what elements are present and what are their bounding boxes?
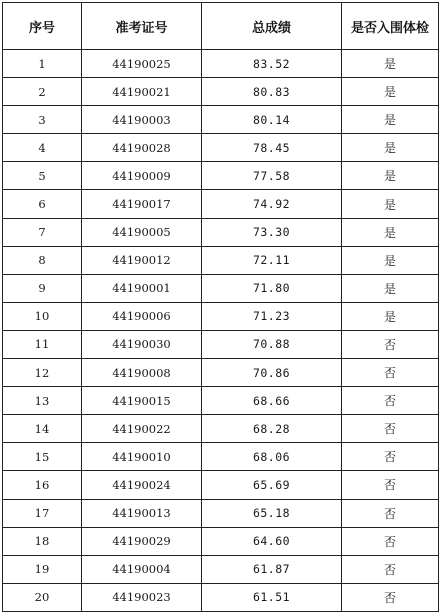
cell-exam-status: 是 xyxy=(342,106,439,134)
cell-ticket-number: 44190003 xyxy=(82,106,202,134)
cell-rank: 1 xyxy=(3,50,82,78)
cell-total-score: 68.28 xyxy=(202,415,342,443)
cell-exam-status: 是 xyxy=(342,302,439,330)
cell-exam-status: 否 xyxy=(342,471,439,499)
cell-rank: 17 xyxy=(3,499,82,527)
cell-rank: 6 xyxy=(3,190,82,218)
cell-total-score: 68.06 xyxy=(202,443,342,471)
cell-ticket-number: 44190013 xyxy=(82,499,202,527)
table-row xyxy=(3,106,439,134)
cell-ticket-number: 44190010 xyxy=(82,443,202,471)
table-row xyxy=(3,555,439,583)
cell-exam-status: 否 xyxy=(342,527,439,555)
table-row xyxy=(3,443,439,471)
cell-rank: 5 xyxy=(3,162,82,190)
cell-exam-status: 是 xyxy=(342,190,439,218)
cell-total-score: 77.58 xyxy=(202,162,342,190)
cell-total-score: 78.45 xyxy=(202,134,342,162)
cell-rank: 12 xyxy=(3,359,82,387)
table-row xyxy=(3,50,439,78)
table-row xyxy=(3,471,439,499)
cell-total-score: 71.23 xyxy=(202,302,342,330)
header-rank: 序号 xyxy=(3,3,82,50)
cell-total-score: 74.92 xyxy=(202,190,342,218)
results-table xyxy=(2,2,439,612)
cell-ticket-number: 44190023 xyxy=(82,583,202,611)
cell-exam-status: 是 xyxy=(342,50,439,78)
cell-rank: 9 xyxy=(3,274,82,302)
cell-exam-status: 否 xyxy=(342,387,439,415)
cell-exam-status: 否 xyxy=(342,330,439,358)
header-exam-status: 是否入围体检 xyxy=(342,3,439,50)
cell-rank: 19 xyxy=(3,555,82,583)
cell-exam-status: 否 xyxy=(342,443,439,471)
cell-total-score: 71.80 xyxy=(202,274,342,302)
cell-ticket-number: 44190001 xyxy=(82,274,202,302)
table-row xyxy=(3,190,439,218)
cell-ticket-number: 44190025 xyxy=(82,50,202,78)
table-row xyxy=(3,359,439,387)
cell-ticket-number: 44190009 xyxy=(82,162,202,190)
cell-ticket-number: 44190004 xyxy=(82,555,202,583)
cell-rank: 4 xyxy=(3,134,82,162)
cell-exam-status: 否 xyxy=(342,583,439,611)
cell-rank: 7 xyxy=(3,218,82,246)
cell-total-score: 61.51 xyxy=(202,583,342,611)
header-ticket-number: 准考证号 xyxy=(82,3,202,50)
cell-rank: 8 xyxy=(3,246,82,274)
table-row xyxy=(3,583,439,611)
table-row xyxy=(3,274,439,302)
cell-rank: 16 xyxy=(3,471,82,499)
cell-rank: 13 xyxy=(3,387,82,415)
cell-ticket-number: 44190028 xyxy=(82,134,202,162)
cell-total-score: 65.18 xyxy=(202,499,342,527)
cell-ticket-number: 44190024 xyxy=(82,471,202,499)
table-row xyxy=(3,218,439,246)
cell-rank: 2 xyxy=(3,78,82,106)
table-row xyxy=(3,78,439,106)
cell-rank: 3 xyxy=(3,106,82,134)
table-row xyxy=(3,499,439,527)
header-total-score: 总成绩 xyxy=(202,3,342,50)
cell-exam-status: 是 xyxy=(342,246,439,274)
table-row xyxy=(3,134,439,162)
cell-exam-status: 否 xyxy=(342,555,439,583)
cell-exam-status: 是 xyxy=(342,218,439,246)
cell-exam-status: 是 xyxy=(342,134,439,162)
cell-rank: 11 xyxy=(3,330,82,358)
table-row xyxy=(3,162,439,190)
cell-ticket-number: 44190022 xyxy=(82,415,202,443)
cell-ticket-number: 44190017 xyxy=(82,190,202,218)
cell-total-score: 80.83 xyxy=(202,78,342,106)
cell-rank: 14 xyxy=(3,415,82,443)
cell-ticket-number: 44190006 xyxy=(82,302,202,330)
header-row xyxy=(3,3,439,50)
cell-total-score: 61.87 xyxy=(202,555,342,583)
cell-exam-status: 否 xyxy=(342,499,439,527)
cell-total-score: 68.66 xyxy=(202,387,342,415)
table-row xyxy=(3,246,439,274)
cell-rank: 10 xyxy=(3,302,82,330)
cell-exam-status: 是 xyxy=(342,162,439,190)
cell-exam-status: 是 xyxy=(342,274,439,302)
table-row xyxy=(3,527,439,555)
cell-total-score: 72.11 xyxy=(202,246,342,274)
cell-total-score: 70.86 xyxy=(202,359,342,387)
cell-ticket-number: 44190030 xyxy=(82,330,202,358)
cell-rank: 15 xyxy=(3,443,82,471)
cell-exam-status: 否 xyxy=(342,359,439,387)
cell-total-score: 65.69 xyxy=(202,471,342,499)
cell-rank: 20 xyxy=(3,583,82,611)
cell-total-score: 83.52 xyxy=(202,50,342,78)
cell-rank: 18 xyxy=(3,527,82,555)
table-row xyxy=(3,302,439,330)
table-row xyxy=(3,387,439,415)
cell-total-score: 73.30 xyxy=(202,218,342,246)
table-row xyxy=(3,415,439,443)
cell-ticket-number: 44190029 xyxy=(82,527,202,555)
cell-total-score: 64.60 xyxy=(202,527,342,555)
cell-exam-status: 是 xyxy=(342,78,439,106)
cell-ticket-number: 44190015 xyxy=(82,387,202,415)
table-header xyxy=(3,3,439,50)
table-row xyxy=(3,330,439,358)
cell-total-score: 70.88 xyxy=(202,330,342,358)
table-body xyxy=(3,50,439,612)
cell-ticket-number: 44190008 xyxy=(82,359,202,387)
cell-ticket-number: 44190012 xyxy=(82,246,202,274)
cell-exam-status: 否 xyxy=(342,415,439,443)
cell-ticket-number: 44190021 xyxy=(82,78,202,106)
cell-total-score: 80.14 xyxy=(202,106,342,134)
cell-ticket-number: 44190005 xyxy=(82,218,202,246)
